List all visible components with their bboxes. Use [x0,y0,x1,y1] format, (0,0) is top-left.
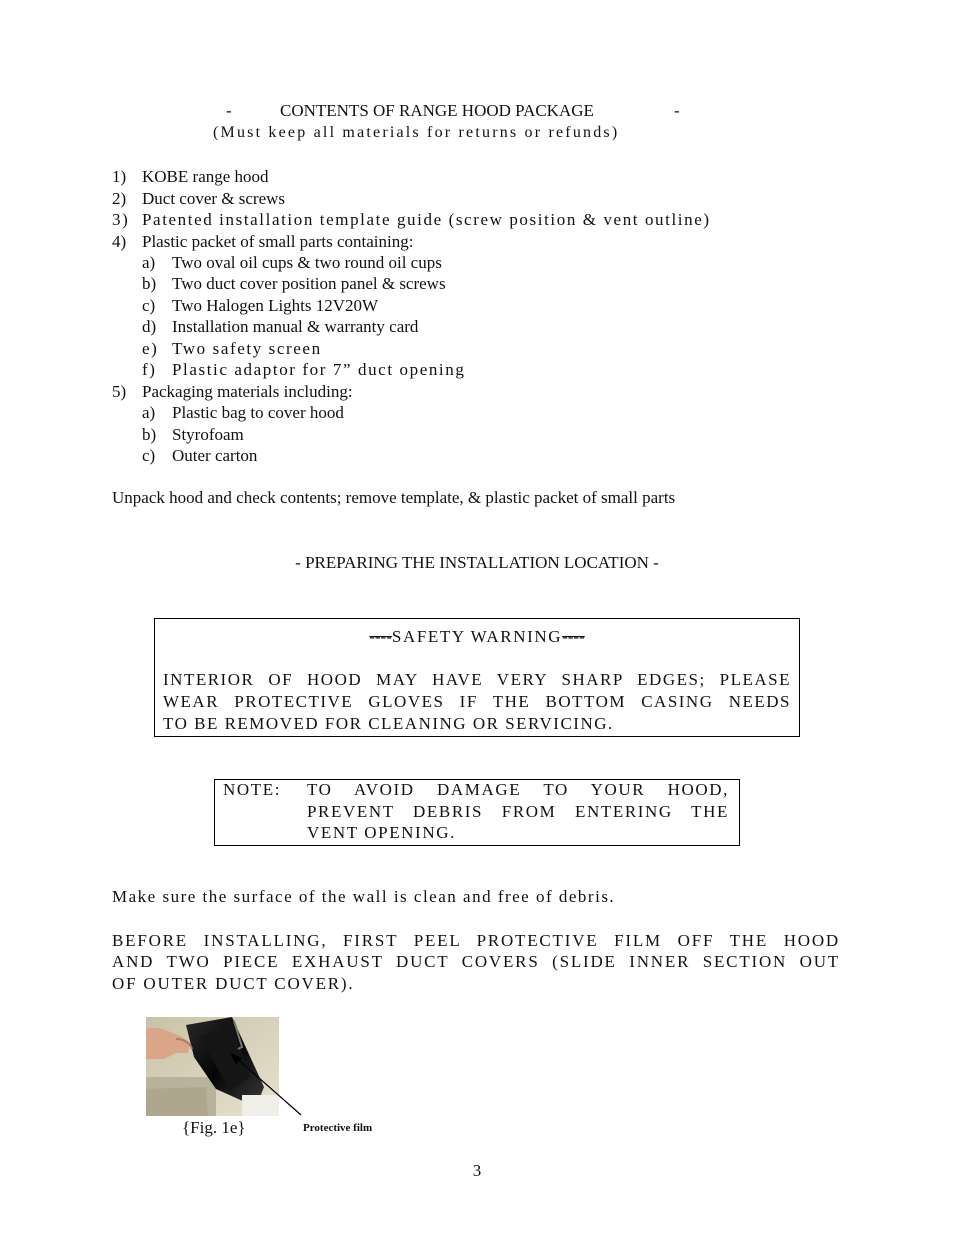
page-number: 3 [472,1161,482,1180]
sub-list-letter: c) [142,296,156,315]
note-line [307,780,729,800]
contents-heading: CONTENTS OF RANGE HOOD PACKAGE [280,101,594,120]
safety-title-text: SAFETY WARNING [391,627,563,646]
sub-list-text: Two oval oil cups & two round oil cups [172,253,442,272]
wall-instruction: Make sure the surface of the wall is clean and free of debris. [112,887,616,906]
sub-list-letter: b) [142,274,157,293]
sub-list-item [142,273,446,295]
list-number: 5) [112,382,127,401]
note-line-2: PREVENT DEBRIS FROM ENTERING THE [307,802,729,821]
list-text: Patented installation template guide (screw position & vent outline) [142,210,711,229]
sub-list-letter: d) [142,317,157,336]
sub-list-letter: a) [142,253,156,272]
safety-warning-title [155,627,799,647]
list-text: KOBE range hood [142,167,269,186]
list-item [112,166,269,188]
sub-list-text: Plastic bag to cover hood [172,403,344,422]
before-line-3: OF OUTER DUCT COVER). [112,974,355,993]
sub-list-item [142,445,257,467]
sub-list-item [142,402,344,424]
contents-subtitle: (Must keep all materials for returns or refunds) [213,124,620,141]
safety-dashes-right: ---- [562,627,585,646]
list-item [112,381,353,403]
before-installing-line [112,931,840,951]
sub-list-item [142,338,322,360]
safety-warning-line [163,692,791,712]
protective-film-label: Protective film [303,1122,373,1134]
sub-list-letter: f) [142,360,157,379]
note-line-3: VENT OPENING. [307,823,456,842]
before-installing-line [112,952,840,972]
sub-list-item [142,252,442,274]
callout-arrow-icon [226,1050,306,1120]
figure-caption: {Fig. 1e} [182,1118,246,1137]
before-line-2: AND TWO PIECE EXHAUST DUCT COVERS (SLIDE INNER SECTION OUT [112,952,840,971]
sub-list-text: Two Halogen Lights 12V20W [172,296,379,315]
list-number: 3) [112,210,130,229]
sub-list-text: Installation manual & warranty card [172,317,419,336]
sub-list-letter: a) [142,403,156,422]
list-number: 1) [112,167,127,186]
safety-line-2: WEAR PROTECTIVE GLOVES IF THE BOTTOM CASING NEEDS [163,692,791,711]
list-item [112,231,413,253]
sub-list-text: Styrofoam [172,425,244,444]
sub-list-item [142,295,378,317]
safety-line-3: TO BE REMOVED FOR CLEANING OR SERVICING. [163,714,614,733]
preparing-heading: - PREPARING THE INSTALLATION LOCATION - [295,553,659,572]
heading-dash-left: - [226,101,232,120]
list-number: 4) [112,232,127,251]
list-item [112,209,711,231]
list-text: Plastic packet of small parts containing: [142,232,414,251]
sub-list-letter: c) [142,446,156,465]
note-line [307,802,729,822]
sub-list-letter: b) [142,425,157,444]
note-label: NOTE: [223,780,282,799]
sub-list-text: Outer carton [172,446,258,465]
list-number: 2) [112,189,127,208]
sub-list-item [142,424,244,446]
sub-list-text: Two duct cover position panel & screws [172,274,446,293]
before-line-1: BEFORE INSTALLING, FIRST PEEL PROTECTIVE FILM OFF THE HOOD [112,931,840,950]
sub-list-item [142,316,418,338]
safety-line-1: INTERIOR OF HOOD MAY HAVE VERY SHARP EDGES; PLEASE [163,670,791,689]
heading-dash-right: - [674,101,680,120]
list-item [112,188,285,210]
list-text: Duct cover & screws [142,189,286,208]
sub-list-text: Two safety screen [172,339,322,358]
note-line-1: TO AVOID DAMAGE TO YOUR HOOD, [307,780,729,799]
safety-dashes-left: ---- [369,627,392,646]
sub-list-item [142,359,465,381]
sub-list-letter: e) [142,339,159,358]
sub-list-text: Plastic adaptor for 7” duct opening [172,360,466,379]
note-box [214,779,740,846]
safety-warning-box [154,618,800,737]
safety-warning-line [163,670,791,690]
list-text: Packaging materials including: [142,382,353,401]
unpack-instruction: Unpack hood and check contents; remove template, & plastic packet of small parts [112,488,676,507]
